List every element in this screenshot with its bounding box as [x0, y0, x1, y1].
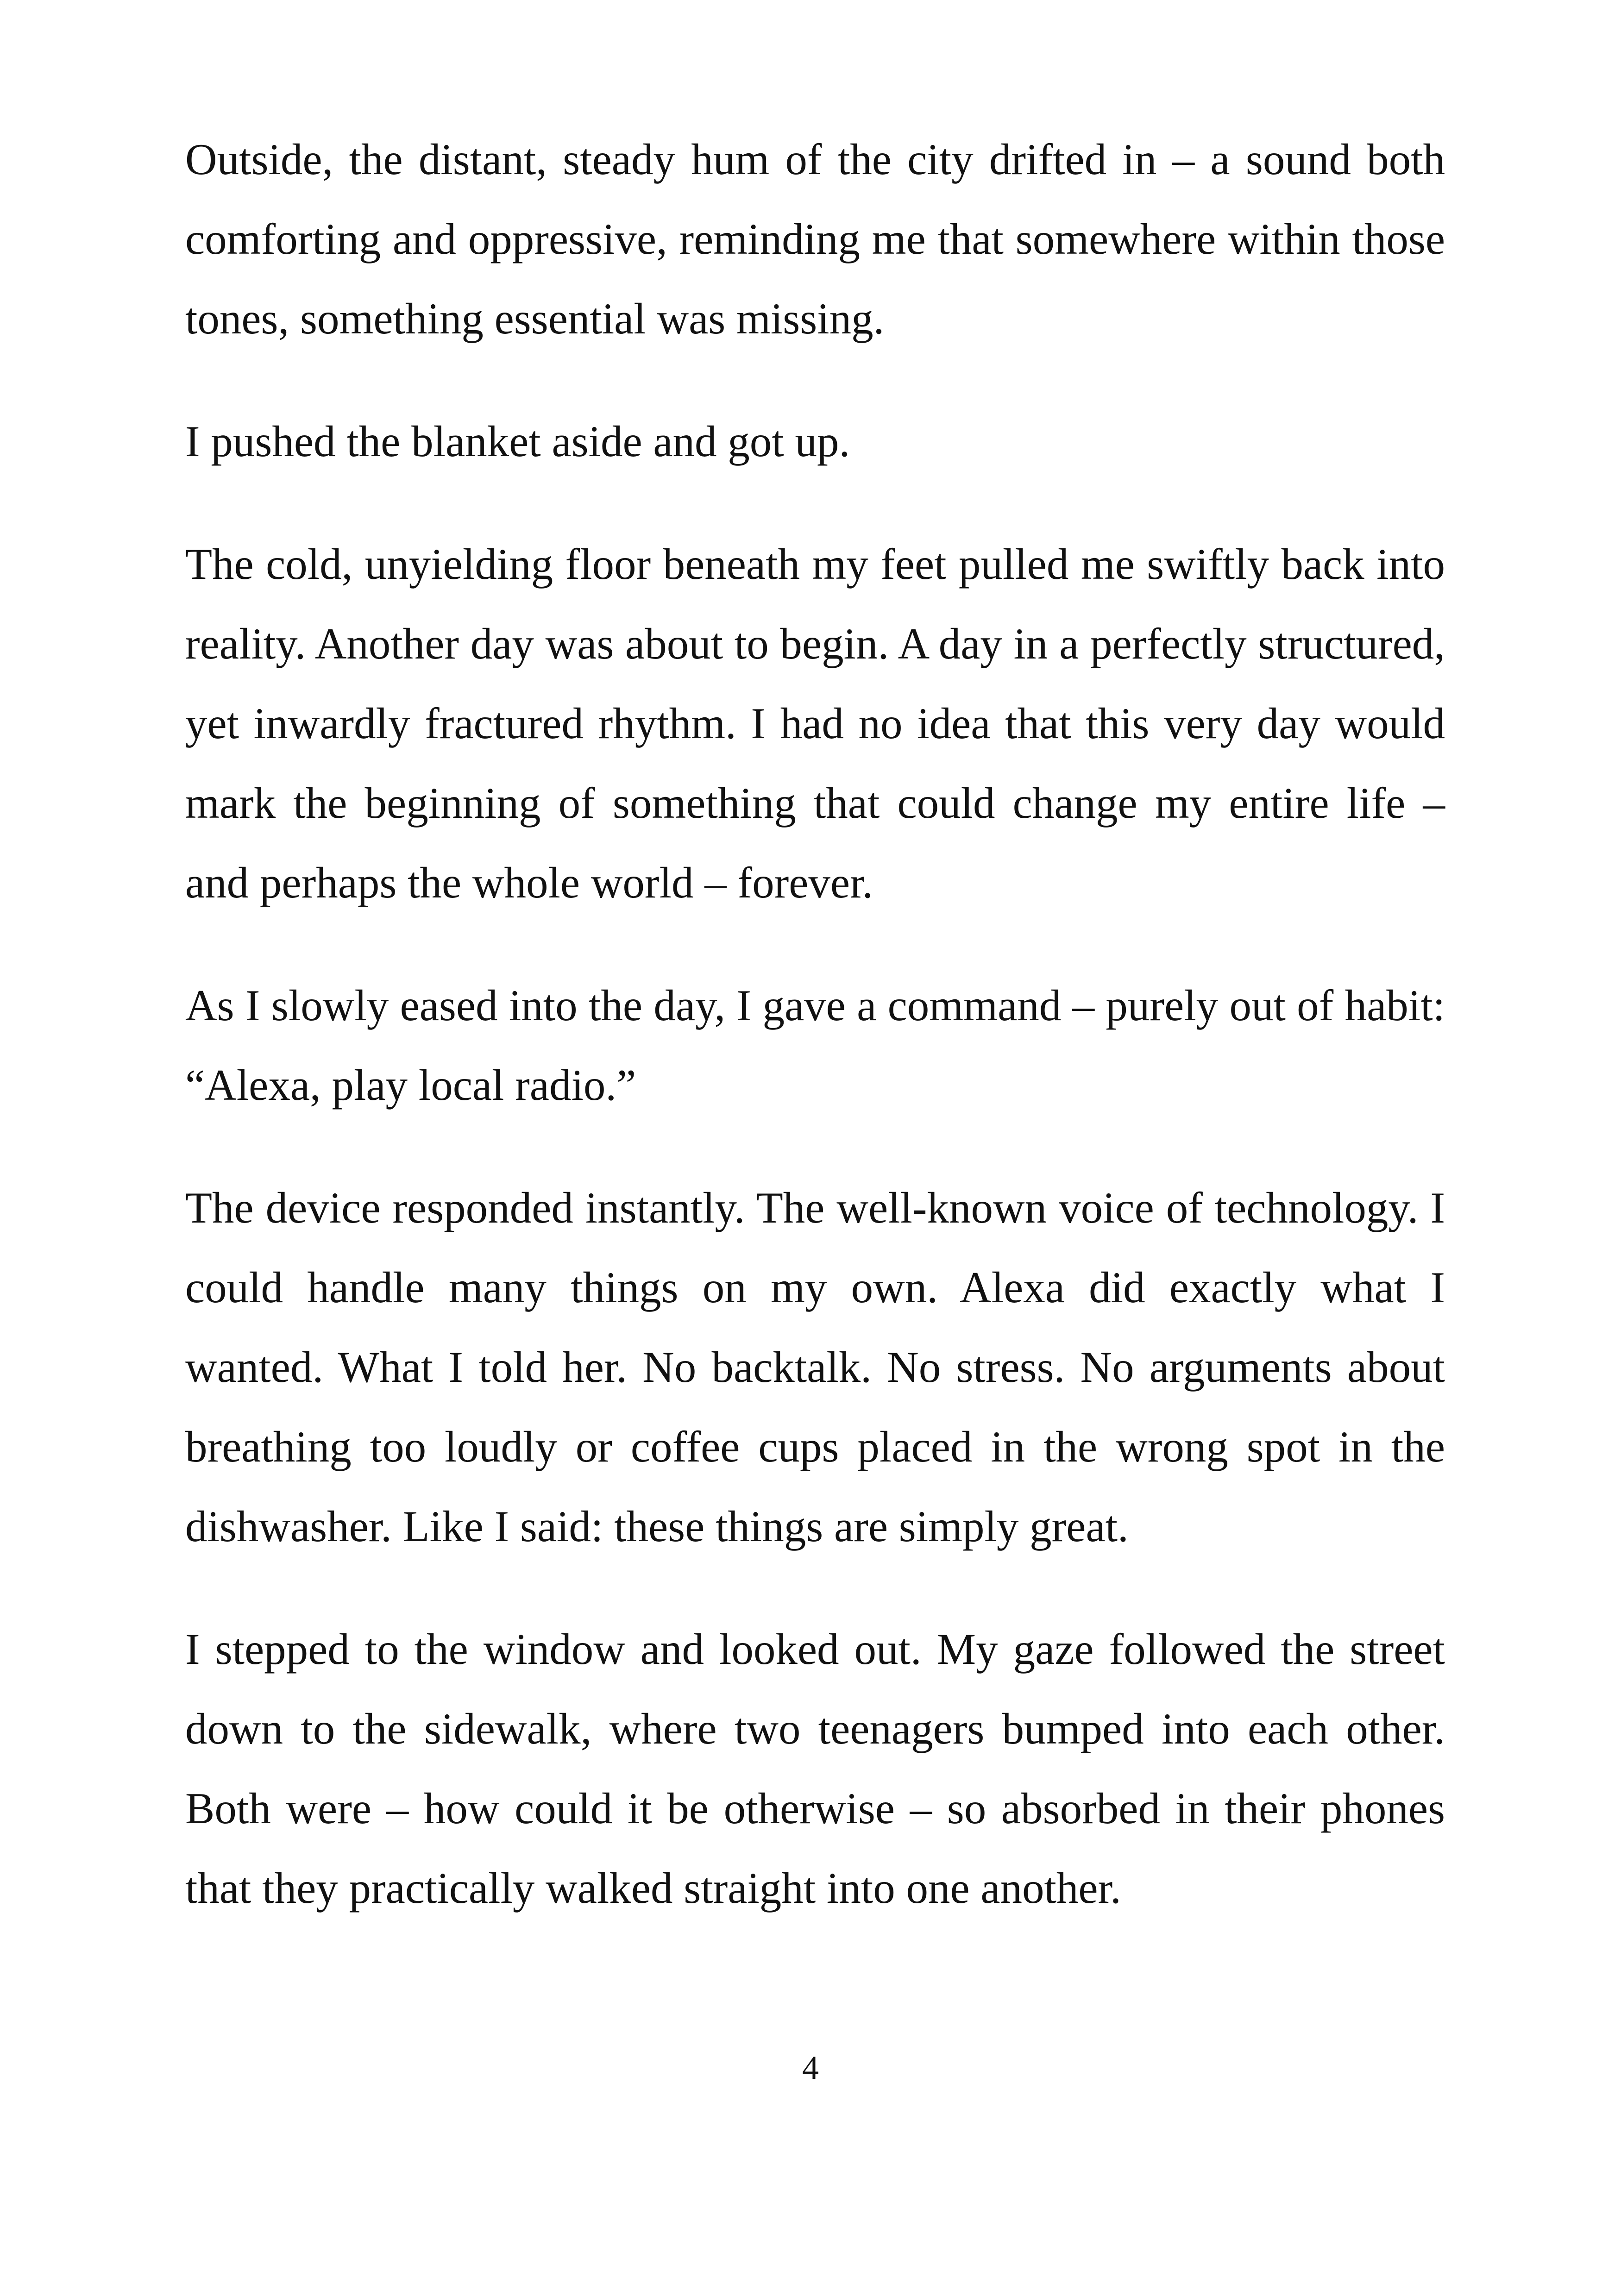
page-number: 4: [802, 2049, 819, 2086]
paragraph: I pushed the blanket aside and got up.: [185, 417, 850, 466]
paragraph: The cold, unyielding floor beneath my feet pulled me swiftly back into reality. Another day was about to begin. A day in a perfectly structured, yet inwardly fractured rhythm. I had no idea that this very day would mark the beginning of something that could change my entire life – and perhaps the whole world – forever.: [185, 539, 1445, 907]
paragraph: The device responded instantly. The well-known voice of technology. I could handle many things on my own. Alexa did exactly what I wanted. What I told her. No backtalk. No stress. No arguments about breathing too loudly or coffee cups placed in the wrong spot in the dishwasher. Like I said: these things are simply great.: [185, 1183, 1445, 1551]
paragraph: As I slowly eased into the day, I gave a command – purely out of habit: “Alexa, play local radio.”: [185, 981, 1445, 1110]
paragraph: I stepped to the window and looked out. My gaze followed the street down to the sidewalk, where two teenagers bumped into each other. Both were – how could it be otherwise – so absorbed in their phones that they practically walked straight into one another.: [185, 1625, 1445, 1913]
body-text: [185, 119, 1445, 1928]
paragraph: Outside, the distant, steady hum of the city drifted in – a sound both comforting and oppressive, reminding me that somewhere within those tones, something essential was missing.: [185, 135, 1445, 343]
